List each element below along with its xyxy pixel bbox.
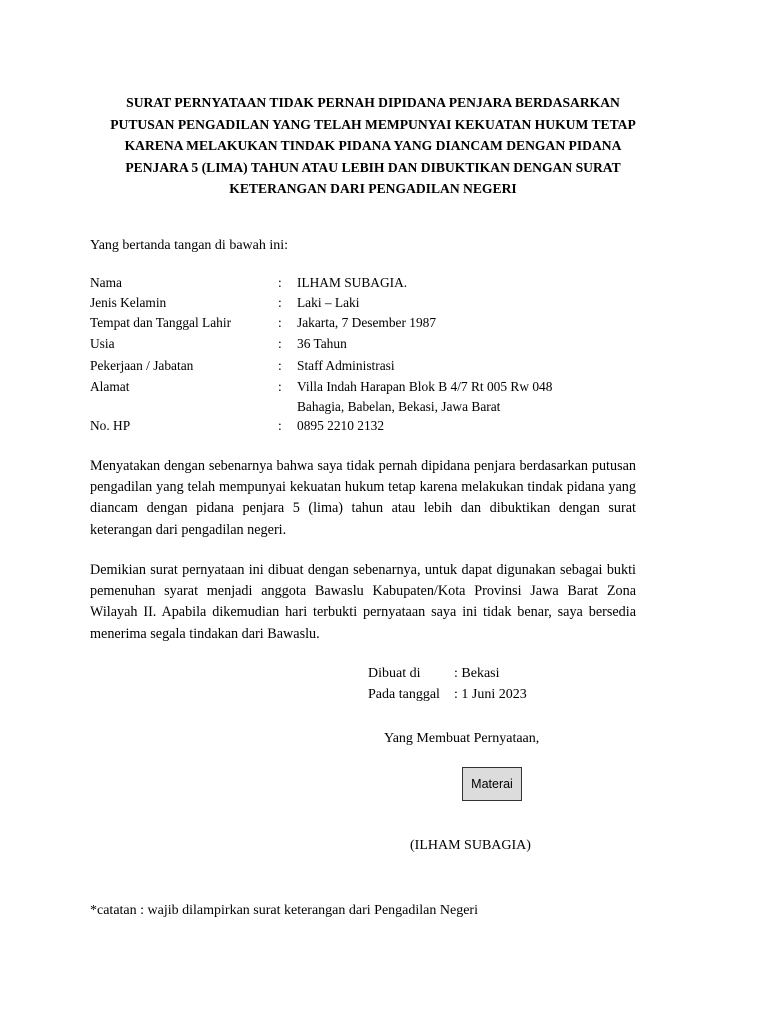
identity-row-phone bbox=[90, 416, 650, 436]
identity-row-name bbox=[90, 273, 650, 293]
identity-colon: : bbox=[278, 358, 282, 373]
title-line: KETERANGAN DARI PENGADILAN NEGERI bbox=[229, 181, 517, 196]
document-title bbox=[90, 92, 656, 200]
identity-value: Laki – Laki bbox=[297, 295, 360, 310]
identity-colon: : bbox=[278, 295, 282, 310]
place-label: Dibuat di bbox=[368, 666, 421, 681]
signer-name: (ILHAM SUBAGIA) bbox=[410, 838, 531, 853]
identity-colon: : bbox=[278, 418, 282, 433]
identity-label: Jenis Kelamin bbox=[90, 295, 167, 310]
identity-row-address-cont bbox=[90, 397, 650, 417]
identity-value: Bahagia, Babelan, Bekasi, Jawa Barat bbox=[297, 399, 501, 414]
title-line: KARENA MELAKUKAN TINDAK PIDANA YANG DIANCAM DENGAN PIDANA bbox=[124, 138, 622, 153]
identity-row-birth bbox=[90, 313, 650, 333]
identity-label: Usia bbox=[90, 336, 115, 351]
identity-value: Villa Indah Harapan Blok B 4/7 Rt 005 Rw 048 bbox=[297, 379, 553, 394]
identity-colon: : bbox=[278, 336, 282, 351]
identity-value: 36 Tahun bbox=[297, 336, 347, 351]
title-line: SURAT PERNYATAAN TIDAK PERNAH DIPIDANA PENJARA BERDASARKAN bbox=[126, 95, 620, 110]
place-value: : Bekasi bbox=[454, 666, 500, 681]
identity-value: 0895 2210 2132 bbox=[297, 418, 385, 433]
identity-label: Alamat bbox=[90, 379, 130, 394]
title-line: PUTUSAN PENGADILAN YANG TELAH MEMPUNYAI KEKUATAN HUKUM TETAP bbox=[110, 116, 636, 132]
identity-row-gender bbox=[90, 293, 650, 313]
title-line: PENJARA 5 (LIMA) TAHUN ATAU LEBIH DAN DIBUKTIKAN DENGAN SURAT bbox=[125, 159, 621, 175]
identity-row-address bbox=[90, 377, 650, 397]
date-value: : 1 Juni 2023 bbox=[454, 687, 527, 702]
identity-label: No. HP bbox=[90, 418, 131, 433]
date-label: Pada tanggal bbox=[368, 687, 440, 702]
identity-value: Jakarta, 7 Desember 1987 bbox=[297, 315, 437, 330]
identity-label: Tempat dan Tanggal Lahir bbox=[90, 315, 232, 330]
identity-colon: : bbox=[278, 315, 282, 330]
identity-row-age bbox=[90, 334, 650, 354]
intro-text: Yang bertanda tangan di bawah ini: bbox=[90, 238, 289, 253]
identity-row-occupation bbox=[90, 356, 650, 376]
closing-paragraph: Demikian surat pernyataan ini dibuat dengan sebenarnya, untuk dapat digunakan sebagai bukti pemenuhan syarat menjadi anggota Bawaslu Kabupaten/Kota Provinsi Jawa Barat Zona Wilayah II. Apabila dikemudian hari terbukti pernyataan saya ini tidak benar, saya bersedia menerima segala tindakan dari Bawaslu. bbox=[90, 562, 636, 642]
signer-title: Yang Membuat Pernyataan, bbox=[384, 731, 540, 746]
statement-paragraph: Menyatakan dengan sebenarnya bahwa saya tidak pernah dipidana penjara berdasarkan putusan pengadilan yang telah mempunyai kekuatan hukum tetap karena melakukan tindak pidana yang diancam dengan pidana penjara 5 (lima) tahun atau lebih dan dibuktikan dengan surat keterangan dari pengadilan negeri. bbox=[90, 458, 636, 538]
identity-label: Nama bbox=[90, 275, 122, 290]
footnote: *catatan : wajib dilampirkan surat keterangan dari Pengadilan Negeri bbox=[90, 903, 478, 918]
identity-value: ILHAM SUBAGIA. bbox=[297, 275, 408, 290]
identity-colon: : bbox=[278, 275, 282, 290]
identity-value: Staff Administrasi bbox=[297, 358, 395, 373]
materai-stamp-box: Materai bbox=[462, 767, 522, 801]
identity-label: Pekerjaan / Jabatan bbox=[90, 358, 194, 373]
identity-colon: : bbox=[278, 379, 282, 394]
